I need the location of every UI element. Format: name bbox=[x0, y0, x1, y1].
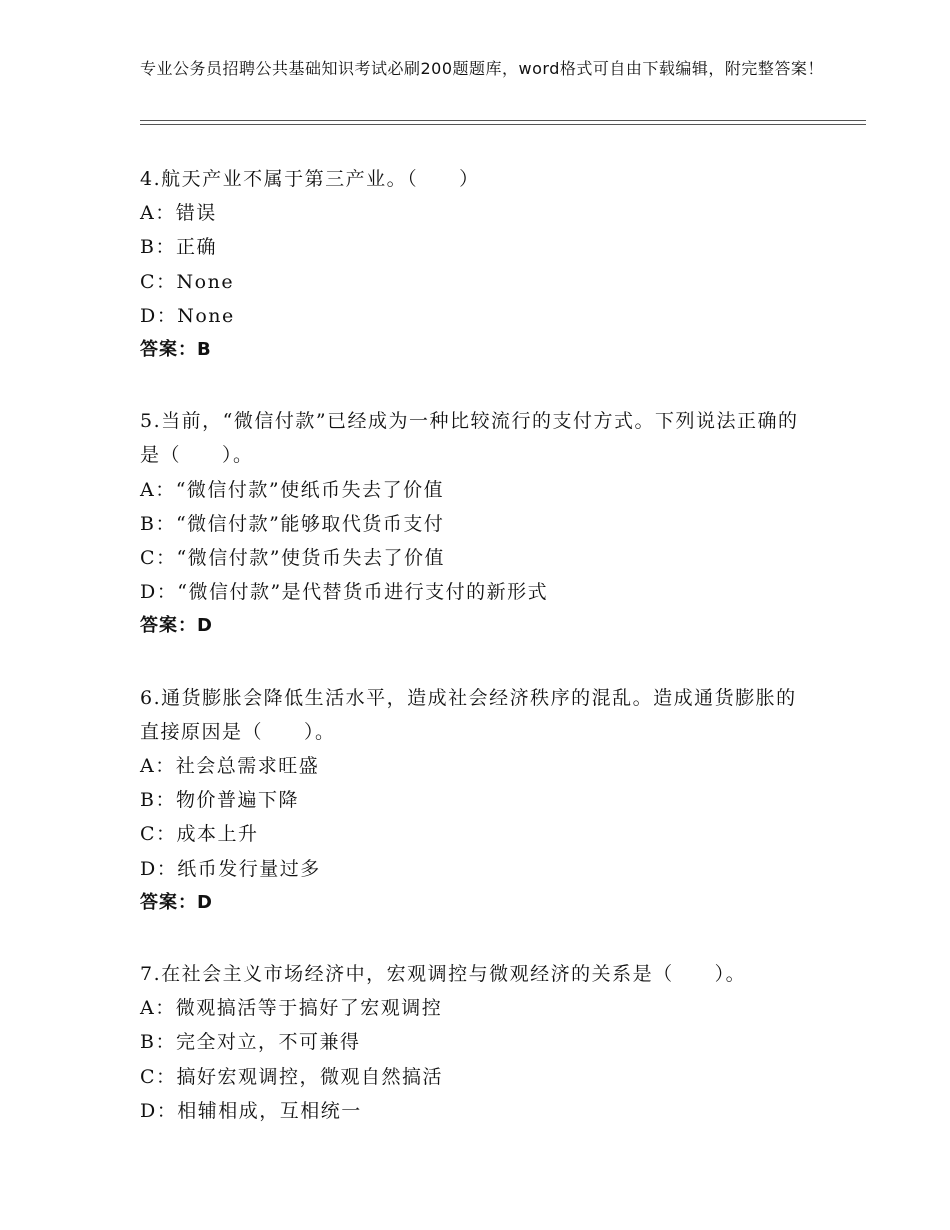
question-6 bbox=[140, 681, 820, 920]
question-stem: 4.航天产业不属于第三产业。（ ） bbox=[140, 168, 480, 190]
option-c: C：搞好宏观调控，微观自然搞活 bbox=[140, 1065, 444, 1088]
question-stem: 5.当前，“微信付款”已经成为一种比较流行的支付方式。下列说法正确的是（ ）。 bbox=[140, 410, 799, 467]
option-c: C：“微信付款”使货币失去了价值 bbox=[140, 547, 445, 570]
header-rule-top bbox=[140, 120, 866, 121]
option-d: D：相辅相成，互相统一 bbox=[140, 1099, 362, 1122]
option-b: B：正确 bbox=[140, 236, 217, 259]
option-b: B：物价普遍下降 bbox=[140, 789, 299, 812]
question-7 bbox=[140, 957, 820, 1128]
option-a: A：错误 bbox=[140, 202, 217, 225]
option-c: C：None bbox=[140, 270, 235, 293]
option-d: D：None bbox=[140, 304, 235, 327]
option-b: B：“微信付款”能够取代货币支付 bbox=[140, 512, 445, 535]
option-d: D：“微信付款”是代替货币进行支付的新形式 bbox=[140, 581, 549, 604]
option-a: A：“微信付款”使纸币失去了价值 bbox=[140, 478, 445, 501]
question-5 bbox=[140, 404, 820, 643]
answer-label: 答案：D bbox=[140, 615, 213, 637]
question-list bbox=[140, 162, 820, 1165]
header-rule-bottom bbox=[140, 124, 866, 125]
answer-label: 答案：D bbox=[140, 891, 213, 913]
option-a: A：社会总需求旺盛 bbox=[140, 755, 320, 778]
question-4 bbox=[140, 162, 820, 367]
option-a: A：微观搞活等于搞好了宏观调控 bbox=[140, 997, 443, 1020]
document-header: 专业公务员招聘公共基础知识考试必刷200题题库，word格式可自由下载编辑，附完整答案！ bbox=[140, 59, 824, 78]
option-d: D：纸币发行量过多 bbox=[140, 857, 321, 880]
question-stem: 6.通货膨胀会降低生活水平，造成社会经济秩序的混乱。造成通货膨胀的直接原因是（ ）。 bbox=[140, 686, 797, 743]
option-b: B：完全对立，不可兼得 bbox=[140, 1031, 361, 1054]
question-stem: 7.在社会主义市场经济中，宏观调控与微观经济的关系是（ ）。 bbox=[140, 963, 747, 986]
option-c: C：成本上升 bbox=[140, 823, 259, 846]
answer-label: 答案：B bbox=[140, 339, 212, 361]
